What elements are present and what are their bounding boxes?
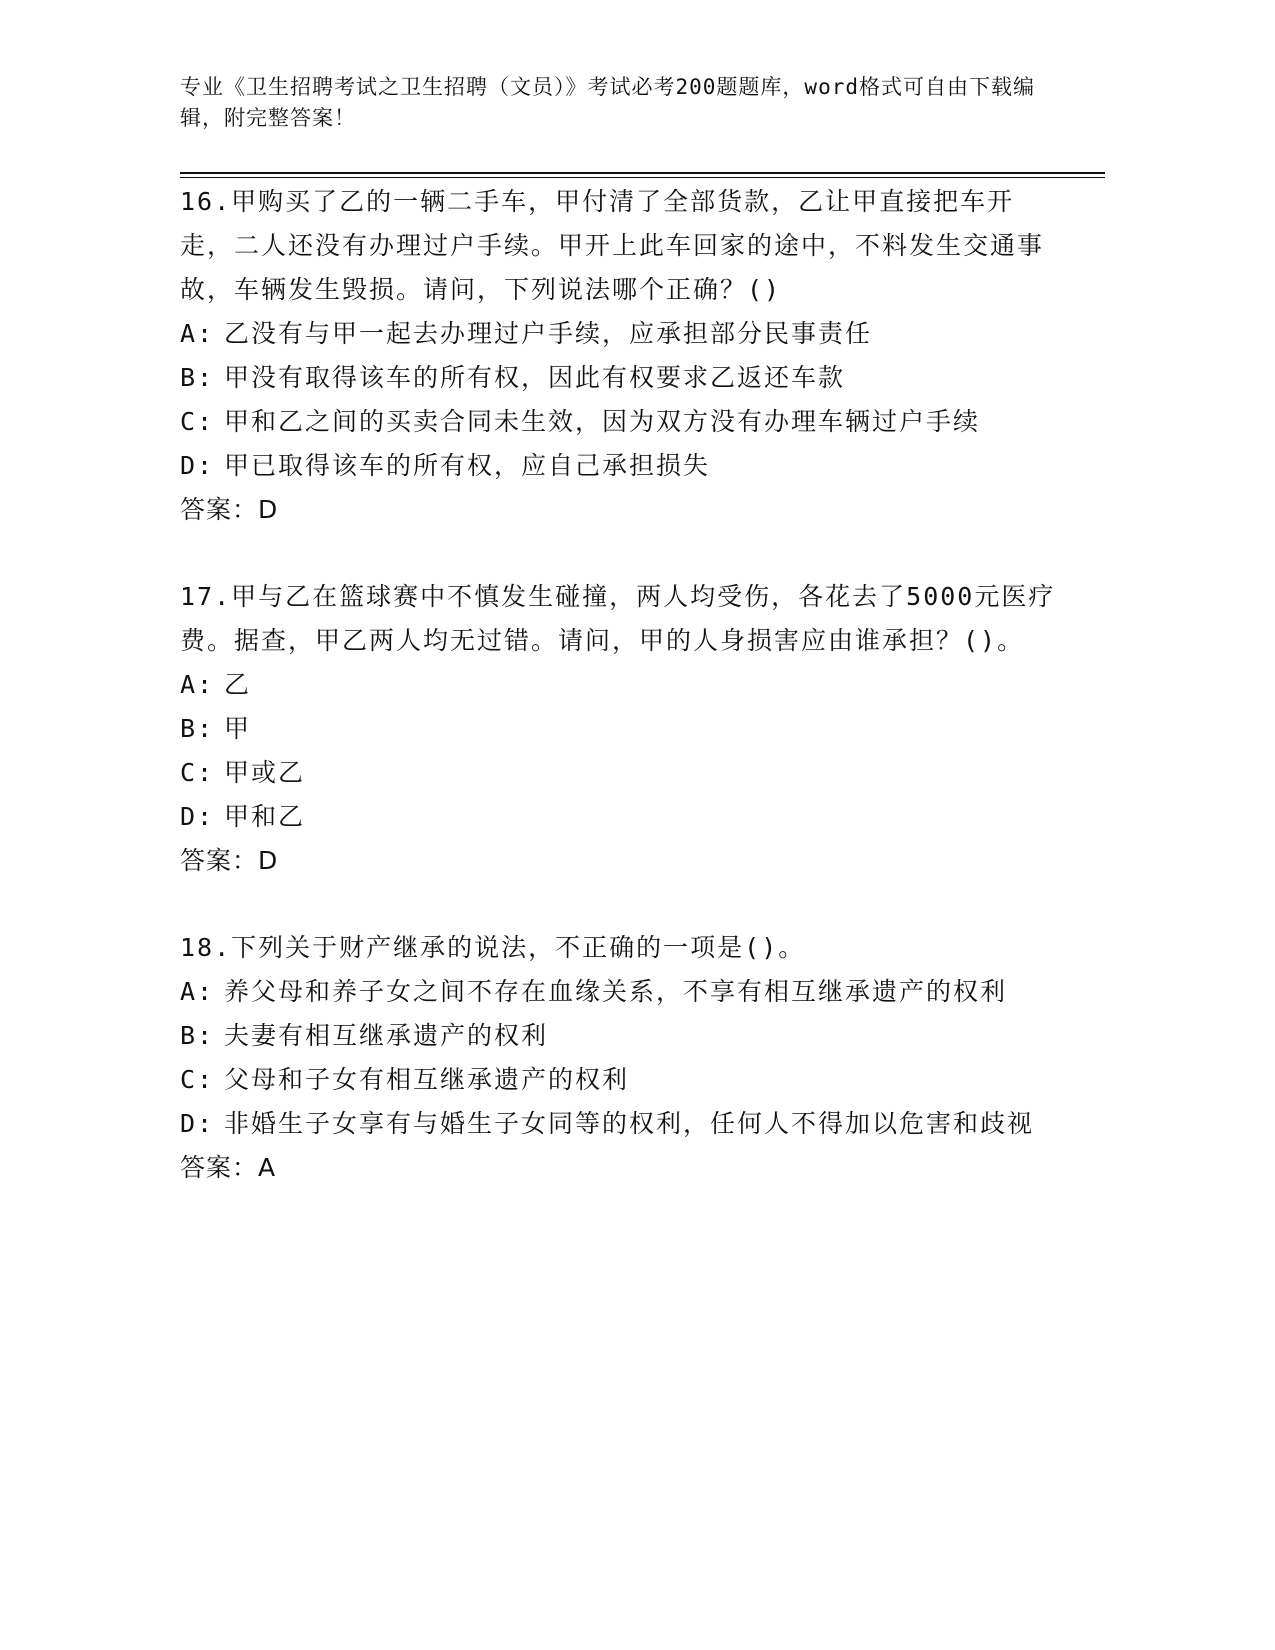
option-key: D: xyxy=(180,451,215,480)
option-key: C: xyxy=(180,407,215,436)
option-key: B: xyxy=(180,714,215,743)
answer-line: 答案：D xyxy=(180,495,279,524)
option-c xyxy=(180,751,1060,795)
option-key: A: xyxy=(180,670,215,699)
question-16 xyxy=(180,180,1060,532)
option-text: 甲 xyxy=(224,714,252,743)
option-a xyxy=(180,970,1060,1014)
question-stem: 16.甲购买了乙的一辆二手车，甲付清了全部货款，乙让甲直接把车开走，二人还没有办理过户手续。甲开上此车回家的途中，不料发生交通事故，车辆发生毁损。请问，下列说法哪个正确？() xyxy=(180,187,1045,304)
option-text: 非婚生子女享有与婚生子女同等的权利，任何人不得加以危害和歧视 xyxy=(224,1109,1035,1138)
option-text: 甲没有取得该车的所有权，因此有权要求乙返还车款 xyxy=(224,363,846,392)
option-key: A: xyxy=(180,319,215,348)
option-a xyxy=(180,312,1060,356)
question-list xyxy=(180,180,1060,1190)
question-spacer xyxy=(180,883,1060,926)
answer-line: 答案：A xyxy=(180,1153,277,1182)
question-18 xyxy=(180,926,1060,1190)
option-b xyxy=(180,356,1060,400)
question-stem: 18.下列关于财产继承的说法，不正确的一项是()。 xyxy=(180,933,806,962)
question-stem: 17.甲与乙在篮球赛中不慎发生碰撞，两人均受伤，各花去了5000元医疗费。据查，甲乙两人均无过错。请问，甲的人身损害应由谁承担？()。 xyxy=(180,582,1056,655)
option-text: 夫妻有相互继承遗产的权利 xyxy=(224,1021,549,1050)
option-c xyxy=(180,400,1060,444)
option-key: D: xyxy=(180,1109,215,1138)
option-c xyxy=(180,1058,1060,1102)
option-d xyxy=(180,1102,1060,1146)
option-text: 甲和乙之间的买卖合同未生效，因为双方没有办理车辆过户手续 xyxy=(224,407,981,436)
option-key: A: xyxy=(180,977,215,1006)
option-text: 甲或乙 xyxy=(224,758,306,787)
option-b xyxy=(180,1014,1060,1058)
option-d xyxy=(180,795,1060,839)
header-divider-thick xyxy=(180,172,1105,174)
answer-line: 答案：D xyxy=(180,846,279,875)
option-text: 甲和乙 xyxy=(224,802,306,831)
question-17 xyxy=(180,575,1060,883)
option-a xyxy=(180,663,1060,707)
option-text: 乙没有与甲一起去办理过户手续，应承担部分民事责任 xyxy=(224,319,873,348)
option-b xyxy=(180,707,1060,751)
option-key: C: xyxy=(180,758,215,787)
option-text: 父母和子女有相互继承遗产的权利 xyxy=(224,1065,630,1094)
header-divider-thin xyxy=(180,177,1105,178)
question-spacer xyxy=(180,532,1060,575)
option-key: B: xyxy=(180,1021,215,1050)
document-header: 专业《卫生招聘考试之卫生招聘（文员）》考试必考200题题库，word格式可自由下载编辑，附完整答案！ xyxy=(180,75,1035,130)
option-text: 养父母和养子女之间不存在血缘关系，不享有相互继承遗产的权利 xyxy=(224,977,1008,1006)
option-key: B: xyxy=(180,363,215,392)
option-text: 乙 xyxy=(224,670,252,699)
option-key: D: xyxy=(180,802,215,831)
option-text: 甲已取得该车的所有权，应自己承担损失 xyxy=(224,451,711,480)
option-d xyxy=(180,444,1060,488)
option-key: C: xyxy=(180,1065,215,1094)
